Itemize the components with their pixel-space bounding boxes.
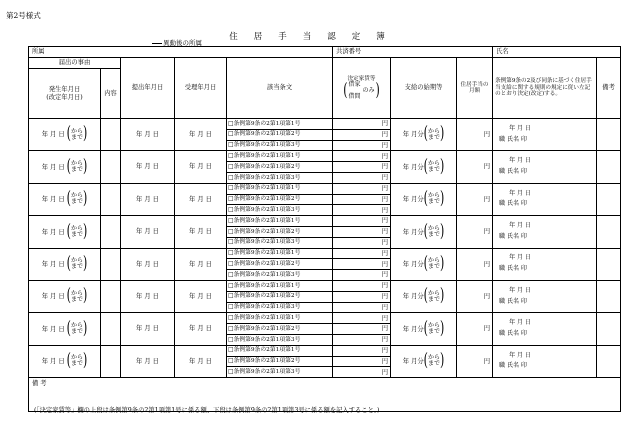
yen-label: 円 (381, 293, 389, 301)
footnote: (「決定家賃等」欄の上段は条例第9条の2第1項第1号に係る額、下段は条例第9条の2第1項第3号に係る額を記入すること。) (34, 407, 380, 414)
month-part-text: 年 月分 (402, 131, 424, 139)
article-checkbox-item[interactable]: □条例第9条の2第1項第2号 (227, 259, 333, 270)
to-label: まで (70, 166, 83, 174)
submission-date-header: 提出年月日 (121, 58, 175, 119)
table-row (29, 248, 621, 259)
submission-date-cell[interactable]: 年 月 日 (121, 280, 175, 312)
date-text: 年 月 日 (41, 228, 65, 236)
submission-date-cell[interactable]: 年 月 日 (121, 248, 175, 280)
allowance-amount-cell[interactable] (457, 313, 493, 345)
yen-label: 円 (483, 228, 491, 236)
article-checkbox-item[interactable]: □条例第9条の2第1項第3号 (227, 367, 333, 378)
allowance-amount-cell[interactable] (457, 151, 493, 183)
left-brace: ( (343, 79, 348, 101)
submission-date-cell[interactable]: 年 月 日 (121, 313, 175, 345)
approval-date: 年 月 日 (509, 189, 531, 197)
from-label: から (70, 322, 83, 330)
from-label: から (427, 127, 440, 135)
from-label: から (427, 289, 440, 297)
yen-label: 円 (381, 282, 389, 290)
approval-signature: 職 氏名 印 (499, 297, 527, 305)
occurrence-date-cell[interactable] (29, 248, 101, 280)
remarks-cell[interactable] (597, 313, 621, 345)
from-to-brace-left: ( (423, 122, 428, 144)
receipt-date-cell[interactable]: 年 月 日 (175, 151, 227, 183)
approval-signature: 職 氏名 印 (499, 135, 527, 143)
decided-rent-cell[interactable] (333, 356, 391, 367)
yen-label: 円 (483, 163, 491, 171)
remarks-cell[interactable] (597, 280, 621, 312)
from-label: から (70, 289, 83, 297)
decided-rent-cell[interactable] (333, 367, 391, 378)
yen-label: 円 (483, 325, 491, 333)
yen-label: 円 (381, 325, 389, 333)
approval-cell[interactable] (493, 183, 597, 215)
event-header: 届出の事由 (29, 58, 121, 69)
dept-label: 所属 (32, 48, 45, 56)
from-to-brace-right: ) (82, 284, 88, 306)
article-checkbox-item[interactable]: □条例第9条の2第1項第3号 (227, 334, 333, 345)
article-checkbox-item[interactable]: □条例第9条の2第1項第1号 (227, 216, 333, 227)
article-checkbox-item[interactable]: □条例第9条の2第1項第2号 (227, 129, 333, 140)
approval-signature: 職 氏名 印 (499, 265, 527, 273)
decided-rent-cell[interactable] (333, 248, 391, 259)
month-part-text: 年 月分 (402, 195, 424, 203)
article-checkbox-item[interactable]: □条例第9条の2第1項第2号 (227, 324, 333, 335)
from-to-brace-right: ) (439, 349, 445, 371)
from-to-brace-left: ( (423, 317, 428, 339)
occurrence-date-cell[interactable] (29, 313, 101, 345)
to-label: まで (427, 133, 440, 141)
receipt-date-cell[interactable]: 年 月 日 (175, 313, 227, 345)
table-row (29, 216, 621, 227)
to-label: まで (427, 198, 440, 206)
remarks-cell[interactable] (597, 216, 621, 248)
yen-label: 円 (381, 347, 389, 355)
approval-signature: 職 氏名 印 (499, 232, 527, 240)
name-cell[interactable] (493, 47, 621, 58)
from-label: から (70, 127, 83, 135)
from-to-brace-right: ) (82, 220, 88, 241)
from-to-brace-left: ( (66, 349, 71, 371)
mutual-aid-cell[interactable] (333, 47, 493, 58)
content-cell[interactable] (101, 216, 121, 248)
decided-rent-cell[interactable] (333, 183, 391, 194)
article-checkbox-item[interactable]: □条例第9条の2第1項第2号 (227, 356, 333, 367)
content-cell[interactable] (101, 248, 121, 280)
article-checkbox-item[interactable]: □条例第9条の2第1項第3号 (227, 237, 333, 248)
to-label: まで (427, 230, 440, 238)
approval-cell[interactable] (493, 151, 597, 183)
to-label: まで (70, 133, 83, 141)
receipt-date-cell[interactable]: 年 月 日 (175, 119, 227, 151)
from-to-brace-left: ( (423, 220, 428, 241)
article-checkbox-item[interactable]: □条例第9条の2第1項第3号 (227, 140, 333, 151)
yen-label: 円 (381, 120, 389, 128)
date-text: 年 月 日 (41, 131, 65, 139)
month-part-text: 年 月分 (402, 163, 424, 171)
table-row (29, 280, 621, 291)
article-checkbox-item[interactable]: □条例第9条の2第1項第3号 (227, 302, 333, 313)
yen-label: 円 (483, 293, 491, 301)
decided-rent-cell[interactable] (333, 313, 391, 324)
approval-cell[interactable] (493, 313, 597, 345)
rent-room-label: 借間 (348, 93, 361, 101)
decided-rent-cell[interactable] (333, 237, 391, 248)
yen-label: 円 (483, 260, 491, 268)
table-row (29, 183, 621, 194)
to-label: まで (70, 328, 83, 336)
payment-start-cell[interactable] (391, 248, 457, 280)
from-to-brace-right: ) (439, 317, 445, 339)
decided-rent-cell[interactable] (333, 151, 391, 162)
content-cell[interactable] (101, 119, 121, 151)
remarks-cell[interactable] (597, 183, 621, 215)
approval-date: 年 月 日 (509, 124, 531, 132)
decided-rent-cell[interactable] (333, 291, 391, 302)
article-checkbox-item[interactable]: □条例第9条の2第1項第1号 (227, 119, 333, 130)
yen-label: 円 (381, 195, 389, 203)
from-to-brace-left: ( (66, 317, 71, 339)
occurrence-date-sub-label: (改定年月日) (46, 93, 83, 101)
approval-cell[interactable] (493, 280, 597, 312)
receipt-date-cell[interactable]: 年 月 日 (175, 345, 227, 377)
approval-date: 年 月 日 (509, 351, 531, 359)
content-cell[interactable] (101, 183, 121, 215)
to-label: まで (427, 295, 440, 303)
rent-only-label: のみ (362, 87, 375, 95)
decided-rent-cell[interactable] (333, 129, 391, 140)
from-label: から (70, 160, 83, 168)
from-label: から (427, 354, 440, 362)
yen-label: 円 (381, 303, 389, 311)
from-to-brace-right: ) (439, 122, 445, 144)
month-part-text: 年 月分 (402, 325, 424, 333)
from-to-brace-right: ) (82, 252, 88, 274)
remarks-header: 備考 (597, 58, 621, 119)
decided-rent-cell[interactable] (333, 302, 391, 313)
date-text: 年 月 日 (41, 357, 65, 365)
receipt-date-header: 受理年月日 (175, 58, 227, 119)
from-to-brace-right: ) (439, 187, 445, 209)
from-to-brace-left: ( (423, 187, 428, 209)
content-cell[interactable] (101, 280, 121, 312)
from-to-brace-right: ) (439, 284, 445, 306)
decided-rent-cell[interactable] (333, 140, 391, 151)
yen-label: 円 (381, 152, 389, 160)
content-header: 内容 (101, 69, 121, 119)
decided-rent-cell[interactable] (333, 334, 391, 345)
moved-dept-leader-line (152, 43, 162, 44)
article-checkbox-item[interactable]: □条例第9条の2第1項第3号 (227, 172, 333, 183)
payment-start-cell[interactable] (391, 280, 457, 312)
approval-signature: 職 氏名 印 (499, 168, 527, 176)
to-label: まで (427, 166, 440, 174)
article-checkbox-item[interactable]: □条例第9条の2第1項第1号 (227, 248, 333, 259)
submission-date-cell[interactable]: 年 月 日 (121, 183, 175, 215)
from-label: から (70, 354, 83, 362)
from-to-brace-right: ) (82, 349, 88, 371)
approval-signature: 職 氏名 印 (499, 362, 527, 370)
submission-date-cell[interactable]: 年 月 日 (121, 119, 175, 151)
from-label: から (427, 257, 440, 265)
content-cell[interactable] (101, 345, 121, 377)
from-to-brace-right: ) (82, 155, 88, 177)
approval-date: 年 月 日 (509, 254, 531, 262)
yen-label: 円 (381, 217, 389, 225)
approval-header: 条例第9条の2及び同条に基づく住居手当支給に関する規則の規定に従い左記のとおり決定(改定)する。 (493, 58, 597, 119)
allowance-amount-cell[interactable] (457, 183, 493, 215)
date-text: 年 月 日 (41, 260, 65, 268)
allowance-amount-cell[interactable] (457, 345, 493, 377)
remarks-cell[interactable] (597, 248, 621, 280)
decided-rent-header (333, 58, 391, 119)
from-label: から (70, 192, 83, 200)
from-to-brace-left: ( (66, 284, 71, 306)
yen-label: 円 (381, 314, 389, 322)
occurrence-date-cell[interactable] (29, 119, 101, 151)
receipt-date-cell[interactable]: 年 月 日 (175, 280, 227, 312)
mutual-aid-label: 共済番号 (336, 48, 362, 56)
month-part-text: 年 月分 (402, 228, 424, 236)
to-label: まで (70, 295, 83, 303)
payment-start-cell[interactable] (391, 345, 457, 377)
article-checkbox-item[interactable]: □条例第9条の2第1項第2号 (227, 291, 333, 302)
yen-label: 円 (483, 195, 491, 203)
article-checkbox-item[interactable]: □条例第9条の2第1項第1号 (227, 280, 333, 291)
from-label: から (427, 192, 440, 200)
decided-rent-cell[interactable] (333, 205, 391, 216)
from-to-brace-right: ) (82, 187, 88, 209)
yen-label: 円 (381, 239, 389, 247)
decided-rent-cell[interactable] (333, 194, 391, 205)
table-row (29, 151, 621, 162)
receipt-date-cell[interactable]: 年 月 日 (175, 248, 227, 280)
from-to-brace-left: ( (423, 252, 428, 274)
approval-signature: 職 氏名 印 (499, 200, 527, 208)
article-checkbox-item[interactable]: □条例第9条の2第1項第2号 (227, 162, 333, 173)
article-checkbox-item[interactable]: □条例第9条の2第1項第1号 (227, 183, 333, 194)
yen-label: 円 (381, 185, 389, 193)
allowance-amount-cell[interactable] (457, 280, 493, 312)
content-cell[interactable] (101, 151, 121, 183)
housing-allowance-ledger (28, 46, 621, 412)
moved-dept-label: 異動後の所属 (163, 39, 202, 47)
from-to-brace-right: ) (82, 317, 88, 339)
article-checkbox-item[interactable]: □条例第9条の2第1項第3号 (227, 205, 333, 216)
from-to-brace-right: ) (439, 220, 445, 241)
payment-start-cell[interactable] (391, 119, 457, 151)
occurrence-date-header (29, 69, 101, 119)
article-checkbox-item[interactable]: □条例第9条の2第1項第1号 (227, 345, 333, 356)
to-label: まで (70, 360, 83, 368)
from-to-brace-left: ( (423, 349, 428, 371)
article-checkbox-item[interactable]: □条例第9条の2第1項第1号 (227, 151, 333, 162)
remarks-cell[interactable] (597, 151, 621, 183)
occurrence-date-cell[interactable] (29, 280, 101, 312)
allowance-header: 住居手当の月額 (457, 58, 493, 119)
payment-start-cell[interactable] (391, 183, 457, 215)
month-part-text: 年 月分 (402, 260, 424, 268)
table-row (29, 345, 621, 356)
to-label: まで (427, 360, 440, 368)
approval-date: 年 月 日 (509, 319, 531, 327)
from-label: から (427, 224, 440, 232)
yen-label: 円 (381, 271, 389, 279)
approval-signature: 職 氏名 印 (499, 330, 527, 338)
content-cell[interactable] (101, 313, 121, 345)
from-to-brace-left: ( (66, 187, 71, 209)
approval-cell[interactable] (493, 119, 597, 151)
from-label: から (427, 322, 440, 330)
decided-rent-cell[interactable] (333, 226, 391, 237)
occurrence-date-cell[interactable] (29, 216, 101, 248)
approval-date: 年 月 日 (509, 221, 531, 229)
decided-rent-title: 決定家賃等 (347, 75, 376, 82)
receipt-date-cell[interactable]: 年 月 日 (175, 183, 227, 215)
to-label: まで (70, 230, 83, 238)
from-to-brace-left: ( (66, 155, 71, 177)
approval-cell[interactable] (493, 248, 597, 280)
from-label: から (70, 257, 83, 265)
yen-label: 円 (381, 163, 389, 171)
decided-rent-cell[interactable] (333, 162, 391, 173)
decided-rent-cell[interactable] (333, 324, 391, 335)
approval-date: 年 月 日 (509, 286, 531, 294)
right-brace: ) (375, 79, 380, 101)
form-number: 第2号様式 (6, 11, 41, 20)
yen-label: 円 (381, 141, 389, 149)
month-part-text: 年 月分 (402, 357, 424, 365)
approval-date: 年 月 日 (509, 157, 531, 165)
occurrence-date-label: 発生年月日 (48, 86, 81, 94)
payment-start-cell[interactable] (391, 151, 457, 183)
article-checkbox-item[interactable]: □条例第9条の2第1項第3号 (227, 270, 333, 281)
date-text: 年 月 日 (41, 195, 65, 203)
yen-label: 円 (483, 357, 491, 365)
header-row-1 (29, 58, 621, 69)
dept-cell[interactable] (29, 47, 333, 58)
approval-cell[interactable] (493, 216, 597, 248)
to-label: まで (427, 263, 440, 271)
allowance-amount-cell[interactable] (457, 216, 493, 248)
table-row (29, 119, 621, 130)
remarks-cell[interactable] (597, 119, 621, 151)
from-to-brace-left: ( (66, 252, 71, 274)
decided-rent-cell[interactable] (333, 119, 391, 130)
yen-label: 円 (483, 131, 491, 139)
article-checkbox-item[interactable]: □条例第9条の2第1項第1号 (227, 313, 333, 324)
date-text: 年 月 日 (41, 325, 65, 333)
yen-label: 円 (381, 368, 389, 376)
from-to-brace-right: ) (82, 122, 88, 144)
decided-rent-cell[interactable] (333, 280, 391, 291)
yen-label: 円 (381, 174, 389, 182)
yen-label: 円 (381, 357, 389, 365)
top-info-row (29, 47, 621, 58)
occurrence-date-cell[interactable] (29, 183, 101, 215)
name-label: 氏名 (496, 48, 509, 56)
yen-label: 円 (381, 228, 389, 236)
payment-start-cell[interactable] (391, 313, 457, 345)
submission-date-cell[interactable]: 年 月 日 (121, 151, 175, 183)
payment-start-header: 支給の始期等 (391, 58, 457, 119)
yen-label: 円 (381, 260, 389, 268)
table-row (29, 313, 621, 324)
allowance-amount-cell[interactable] (457, 248, 493, 280)
decided-rent-cell[interactable] (333, 172, 391, 183)
decided-rent-cell[interactable] (333, 270, 391, 281)
decided-rent-cell[interactable] (333, 216, 391, 227)
yen-label: 円 (381, 336, 389, 344)
from-label: から (70, 224, 83, 232)
article-checkbox-item[interactable]: □条例第9条の2第1項第2号 (227, 226, 333, 237)
allowance-amount-cell[interactable] (457, 119, 493, 151)
decided-rent-cell[interactable] (333, 259, 391, 270)
yen-label: 円 (381, 131, 389, 139)
month-part-text: 年 月分 (402, 293, 424, 301)
to-label: まで (70, 263, 83, 271)
occurrence-date-cell[interactable] (29, 345, 101, 377)
approval-cell[interactable] (493, 345, 597, 377)
article-header: 該当条文 (227, 58, 333, 119)
page-title: 住居手当認定簿 (229, 32, 401, 42)
bottom-remarks-label: 備 考 (32, 380, 47, 388)
date-text: 年 月 日 (41, 293, 65, 301)
to-label: まで (427, 328, 440, 336)
submission-date-cell[interactable]: 年 月 日 (121, 216, 175, 248)
decided-rent-cell[interactable] (333, 345, 391, 356)
from-to-brace-right: ) (439, 252, 445, 274)
yen-label: 円 (381, 249, 389, 257)
receipt-date-cell[interactable]: 年 月 日 (175, 216, 227, 248)
article-checkbox-item[interactable]: □条例第9条の2第1項第2号 (227, 194, 333, 205)
yen-label: 円 (381, 206, 389, 214)
from-to-brace-left: ( (66, 220, 71, 241)
payment-start-cell[interactable] (391, 216, 457, 248)
to-label: まで (70, 198, 83, 206)
from-label: から (427, 160, 440, 168)
from-to-brace-left: ( (66, 122, 71, 144)
from-to-brace-right: ) (439, 155, 445, 177)
occurrence-date-cell[interactable] (29, 151, 101, 183)
remarks-cell[interactable] (597, 345, 621, 377)
date-text: 年 月 日 (41, 163, 65, 171)
submission-date-cell[interactable]: 年 月 日 (121, 345, 175, 377)
rent-rented-label: 借家 (348, 81, 361, 89)
from-to-brace-left: ( (423, 284, 428, 306)
from-to-brace-left: ( (423, 155, 428, 177)
